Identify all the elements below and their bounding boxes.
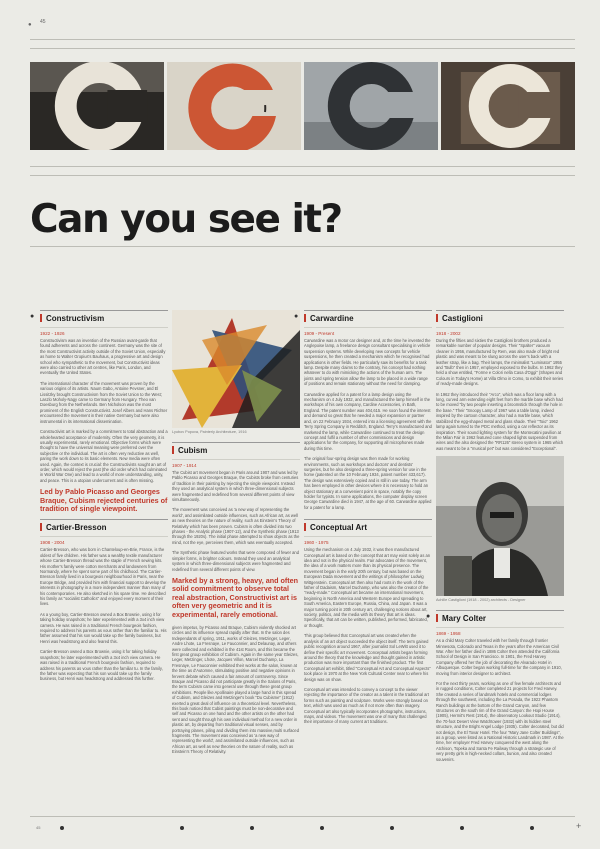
column-3 bbox=[294, 310, 432, 730]
header-bullet-icon: ● bbox=[28, 22, 32, 28]
paragraph: The international character of the movement was proven by the various origins of its artists. Naum Gabo, Antoine Pevsner, and El Lissitzky brought Constructivism from the Soviet Union to the West; Laszlo Moholy-Nagy came to Germany from Hungary. Theo van Doesburg from the Netherlands. Ben Nicholson was the most prominent of the English Constructivist. Josef Albers and Hans Richter encountered the movement in their native Germany but were also instrumental in its international dissemination. bbox=[40, 380, 168, 424]
footer-dot-row bbox=[30, 826, 575, 832]
section-cartier-bresson bbox=[40, 519, 168, 537]
paragraph: Constructivism was an invention of the Russian avant-garde that found adherents and across the continent. Germany was the site of the most Constructivist activity outside of the Soviet Union, especially as home to Walter Gropius's Bauhaus, a progressive art and design school who sympathetic to the movement, but Constructivist ideas were also carried to other art centres, like Paris, London, and eventually the United States. bbox=[40, 338, 166, 376]
section-dates: 1907 - 1914 bbox=[172, 463, 197, 468]
letter-c-tile-2 bbox=[167, 62, 301, 150]
top-rule bbox=[30, 39, 575, 40]
section-constructivism bbox=[30, 310, 168, 328]
section-mary-colter bbox=[426, 610, 564, 628]
top-rule-2 bbox=[30, 48, 575, 49]
section-dates: 1908 - 2004 bbox=[40, 540, 65, 546]
paragraph: For the next thirty years, working as one of few female architects and in rugged conditions, Colter completed 21 projects for Fred Harvey. She created a series of landmark hotels and commercial lodges through the southwest, including the La Posada, the 1922 Phantom Ranch buildings at the bottom of the Grand Canyon, and few structures on the south rim of the Grand Canyon: the Hopi House (1905), Hermit's Rest (1914), the observatory Lookout Studio (1914), the 70-foot Desert View Watchtower (1932) with its hidden steel structure, and the Bright Angel Lodge (1935). Colter decorated, but did not design, the El Tovar Hotel. The four "Mary Jane Colter Buildings", as a group, were listed as a National Historic Landmark in 1987. At the time, her employer Fred Harvey conquered the west along the Atchison, Topeka and Santa Fe Railway through a strategic use of very pretty girls in high-necked collars, bunion, and also created souvenirs. bbox=[436, 680, 564, 762]
section-carwardine bbox=[294, 310, 432, 328]
paragraph: The Synthetic phase featured works that were composed of fewer and simpler forms, in brighter colours. Instead they used an analytical system in which three-dimensional subjects were fragmented and redefined from several different points of view. bbox=[172, 550, 299, 572]
paragraph: The Cubist art movement began in Paris around 1907 and was led by Pablo Picasso and Georges Braque, the Cubists broke from centuries of tradition in their painting by rejecting the single viewpoint. Instead they used an analytical system in which three-dimensional subjects were fragmented and redefined from several different points of view simultaneously. bbox=[172, 470, 299, 503]
cubism-painting-image bbox=[172, 310, 300, 428]
section-body bbox=[40, 547, 168, 681]
paragraph: Carwardine applied for a patent for a lamp design using the mechanism on 4 July 1932, and manufactured the lamp himself in the workshops of his own company, Cardine Accessories, in Bath, England. The patent number was 404,615. He soon found the interest and demand so great that he needed a major expansion or partner and, on 22 February 1934, entered into a licensing agreement with the Terry Spring Company in Redditch, England. Terry's manufactured and marketed the lamp, while Carwardine continued to treat the design concept and fulfil a number of other commissions and design applications for the company, for supporting all microphones made during this time. bbox=[304, 391, 432, 451]
section-body bbox=[40, 338, 168, 483]
paragraph: As a young boy, Cartier-Bresson owned a Box Brownie, using it for taking holiday snapshots; he later experimented with a 3x4 inch view camera. He was raised in a traditional French bourgeois fashion, required to address his parents as vous rather than the familiar tu. His father assumed that his son would take up the family business, but Henri was headstrong and also feared this. bbox=[40, 611, 167, 644]
paragraph: The movement was conceived as 'a new way of representing the world', and assimilated outside influences, such as African art, as well as new theories on the nature of reality, such as Einstein's Theory of Relativity which has been proven. Cubism is often divided into two phases - the Analytic phase (1907-12), and the Synthetic phase (1913 through the 1920s). The initial phase attempted to show objects as the mind, not the eye, perceives them, which was eventually accepted. bbox=[172, 507, 300, 545]
letter-c-tile-3 bbox=[304, 62, 438, 150]
footer-dot bbox=[250, 826, 254, 830]
section-title: Carwardine bbox=[310, 314, 354, 323]
paragraph: In 1962 they introduced their "Arco", which was a floor lamp with a long, curved arm extending eight feet from the marble base which had to be moved "by two people inserting a broomstick through the hole in the base." Their "Snoopy Lamp of 1967 was a table lamp, indeed inspired by the cartoon character, also had a marble base, which stabilized the egg-shaped metal and glass shade. Their "Toio" 1962 lamp again turned to the PDC method, using a car reflector as its inspiration. Their sound lighting system for the Montecatini pavilion at the Milan Fair in 1962 featured cone shaped lights suspended from wires and the also designed the "RR126" stereo system in 1965 which was meant to be a "musical pet" but was considered "Exceptional". bbox=[436, 391, 564, 451]
section-title: Cartier-Bresson bbox=[46, 523, 107, 533]
bullet-icon: ● bbox=[30, 313, 35, 320]
headline-rule bbox=[30, 246, 575, 247]
section-title: Cubism bbox=[178, 446, 208, 455]
letter-tiles bbox=[30, 62, 575, 150]
section-dates: 1960 - 1975 bbox=[304, 540, 329, 546]
paragraph: Using the mechanism on 4 July 1932, it was then manufactured Conceptual art is based on the concept that art may exist solely as an idea and not in the physical realm. Fair advocates of the movement, the idea of a work matters more than its physical presence. The movement began in the early 20th century, but was based on the European Dada movement and the writings of philosopher Ludwig Wittgenstein. Conceptual art then also had roots in the work of the father of Dadaism, Marcel Duchamp, who was also the creator of the "ready-made." Conceptual art became an international movement, beginning in North America and Western Europe and spreading to South America, Eastern Europe, Russia, China, and Japan. It was a major turning point in 20th century art, challenging notions about art, society, politics, and the media with its theory that art is ideas. Specifically, that art can be written, published, performed, fabricated, or thought. bbox=[304, 547, 431, 628]
footer-dot bbox=[460, 826, 464, 830]
section-title: Mary Colter bbox=[442, 614, 487, 624]
mid-rule-2 bbox=[30, 175, 575, 176]
bullet-icon: ● bbox=[426, 613, 431, 621]
page-headline: Can you see it? bbox=[30, 197, 342, 242]
section-body bbox=[172, 470, 300, 572]
pull-quote: Led by Pablo Picasso and Georges Braque, Cubism rejected centuries of tradition of single viewpoint. bbox=[40, 487, 168, 513]
column-1 bbox=[30, 310, 168, 687]
image-caption: Achille Castiglioni (1918 - 2002) architects - Designer bbox=[436, 598, 526, 603]
section-body bbox=[436, 338, 564, 451]
castiglioni-portrait-image bbox=[436, 456, 564, 596]
section-title: Castiglioni bbox=[442, 314, 483, 323]
section-dates: 1922 - 1926 bbox=[40, 331, 65, 336]
footer-dot bbox=[320, 826, 324, 830]
letter-c-tile-1 bbox=[30, 62, 164, 150]
footer-dot bbox=[60, 826, 64, 830]
footer-dot bbox=[530, 826, 534, 830]
section-dates: 1909 - Present bbox=[304, 331, 335, 336]
footer-dot bbox=[180, 826, 184, 830]
section-cubism bbox=[172, 442, 300, 460]
section-body bbox=[304, 338, 432, 510]
letter-c-tile-4 bbox=[441, 62, 575, 150]
bullet-icon: ● bbox=[294, 313, 299, 320]
section-castiglioni bbox=[436, 310, 564, 328]
paragraph: Conceptual art was intended to convey a concept to the viewer rejecting the importance of the creator as a talent in the traditional art forms such as painting and sculpture. Works were strongly based on text, which was used as much as if not more often than imagery. Conceptual art also typically incorporates photographs, instructions, maps, and videos. The movement was one of many that challenged their importance of many current art traditions. bbox=[304, 686, 429, 725]
paragraph: The original four-spring design was then made for working environments, such as workshops and doctors' and dentists' surgeries, but he also designed a three-spring version for use in the home (patented on the 10 February 1934, patent number 433,617). The design was extensively copied and is still in use today. The arm has been employed in other devices where it is necessary to hold an object stationary at a convenient point in space, notably the copy holder for typists. In some applications, the computer display screen George Carwardine died in 1947, at the age of 60. Carwardine applied for a patent for a lamp. bbox=[304, 456, 432, 510]
paragraph: given impetus, by Picasso and Braque, Cubism violently shocked art circles and its influence spread rapidly after that. In the salon des Independants of spring, 1911, works of Gleizes, Metzinger, Leger, Andre Lhote, La Fresnaye, Le Fauconnier, and Delaunay, and others were collected and exhibited in the 41st Room, and this became the first great group exhibition of Cubism. Again in the same year Gleizes, Leger, Metzinger, Lhote, Jacques Villon, Marcel Duchamp, La Fresnaye, Le Fauconnier exhibited their works at the salon, known at the time as d'Automne, stimulating positive and negative opinions in fervent debate which caused a fair amount of controversy. Since Braque and Picasso did not participate greatly in the Salons of Paris, the term Cubism came into general use through these great group exhibitions. People like Apollinaire played a large hand in this spread of Cubism, and Gleizes and Metzinger's book "Du Cubisme" (1912) exerted a great deal of influence on a theoretical level. Nevertheless, this book noticed that Cubist paintings must be non-decorative and self and Picasso on one hand and the other artists on the other had sent and sought through his own individual method for a new order in plastic art, by departing from traditional visual senses, and by portraying planes, piling and dividing them into massive,multi surfaced fragments. The movement was conceived as 'a new way of representing the world', and assimilated outside influences, such as African art, as well as new theories on the nature of reality, such as Einstein's Theory of Relativity. bbox=[172, 624, 299, 755]
paragraph: Cartier-Bresson owned a Box Brownie, using it for taking holiday snapshots; he later experimented with a 3x4 inch view camera. He was raised in a traditional French bourgeois fashion, required to address his parents as vous rather than the familiar tu. In the family, the father was expecting that his son would take up the family business, but Henri was headstrong and addressed this further. bbox=[40, 649, 163, 682]
column-2 bbox=[172, 310, 300, 760]
pull-quote: Marked by a strong, heavy, and often solid commitment to observe total real abstraction, Constructivist art is often very geometric and it is experimental, rarely emotional. bbox=[172, 575, 299, 619]
section-conceptual-art bbox=[304, 519, 432, 537]
paragraph: This group believed that Conceptual art was created when the analysis of an art object succeeded the object itself. The term gained public recognition around 1967, after journalist Sol LeWitt used it to define their specific art movement. Conceptual artists began forming around the theory that the knowledge and thought gained in artistic production was more important than the finished product. The first Conceptual art exhibit, titled "Conceptual Art and Conceptual Aspects" took place in 1970 at the New York Cultural Center near to where his design was on show. bbox=[304, 633, 431, 682]
column-4 bbox=[426, 310, 564, 767]
image-caption: Lyubov Popova, Painterly Architecture, 1916 bbox=[172, 430, 247, 434]
footer-page-number: 45 bbox=[36, 825, 41, 830]
page-number: 45 bbox=[40, 19, 46, 25]
section-body bbox=[436, 638, 564, 762]
section-body bbox=[172, 625, 300, 755]
footer-dot bbox=[390, 826, 394, 830]
paragraph: As a child Mary Colter traveled with her family through frontier Minnesota, Colorado and Texas in the years after the American Civil War. After her father died in 1886 Colter then attended the California School of Design in San Francisco. In 1901, the Fred Harvey Company offered her the job of decorating the Alvarado Hotel in Albuquerque. Colter began working full-time for the company in 1910, moving from interior designer to architect. bbox=[436, 638, 562, 676]
section-dates: 1918 - 2002 bbox=[436, 331, 461, 336]
paragraph: During the fifties and sixties the Castiglioni brothers produced a remarkable number of popular designs. Their "Spalter" vacuum cleaner in 1956, manufactured by Rem, was also made of bright red plastic and was meant to be slung across the user's back with a leather strap, like a bag. Their lamps, the minimalist "Luminator" 1955 and "Bulb" then in 1957, employed exposed to the bulbs. In 1962 they held a show entitled, "Forme e Colori nella Casa d'Oggi" (Shapes and Colours in Today's Home) at Villa Olmo in Como, to exhibit their series of ready-made designs. bbox=[436, 338, 564, 387]
section-dates: 1869 - 1958 bbox=[436, 631, 461, 637]
crosshair-icon: + bbox=[576, 821, 582, 831]
paragraph: Constructivist art is marked by a commitment to total abstraction and a wholehearted acceptance of modernity. Often the very geometry, it is usually experimental, rarely emotional. Objective forms which were thought to have the universal meaning were preferred over the subjective or the individual. The art is often very reductive as well, paring the work down to its basic elements. New media were often used. Again, the context is crucial: the Constructivists sought an art of order, which would reject the past (the old order which had culminated in World War One) and lead to a world of more understanding, unity, and peace. This is a utopian undercurrent and is often missing. bbox=[40, 429, 168, 483]
paragraph: Carwardine was a motor car designer and, at the time he invented the Anglepoise lamp, a freelance design consultant specialising in vehicle suspension systems. While developing new concepts for vehicle suspensions, he then created a mechanism which he recognised had applications in other fields. He particularly saw its benefits for a task lamp. Despite many claims to the contrary, his concept had nothing whatever to do with mimicking the actions of the human arm. The joints and spring tension allow the lamp to be placed in a wide range of positions and remain stationary without the need for clamping. bbox=[304, 338, 431, 387]
section-body bbox=[304, 547, 432, 725]
mid-rule bbox=[30, 166, 575, 167]
section-title: Conceptual Art bbox=[310, 523, 368, 533]
section-title: Constructivism bbox=[46, 314, 105, 323]
bottom-rule bbox=[30, 816, 575, 817]
paragraph: Cartier-Bresson, who was born in Chanteloup-en-Brie, France, is the oldest of five children. His father was a wealthy textile manufacturer whose Cartier-Bresson thread was the staple of French sewing kits. His mother's family were cotton merchants and landowners from Normandy, where he spent some part of his childhood. The Cartier-Bresson family lived in a bourgeois neighbourhood in Paris, near the Europe Bridge, and provided him with financial support to develop the interests in photography in a more independent manner than many of his contemporaries. He also sketched in his spare time. He described his family as "socialist Catholics" and enjoyed every moment of their lives. bbox=[40, 547, 167, 607]
